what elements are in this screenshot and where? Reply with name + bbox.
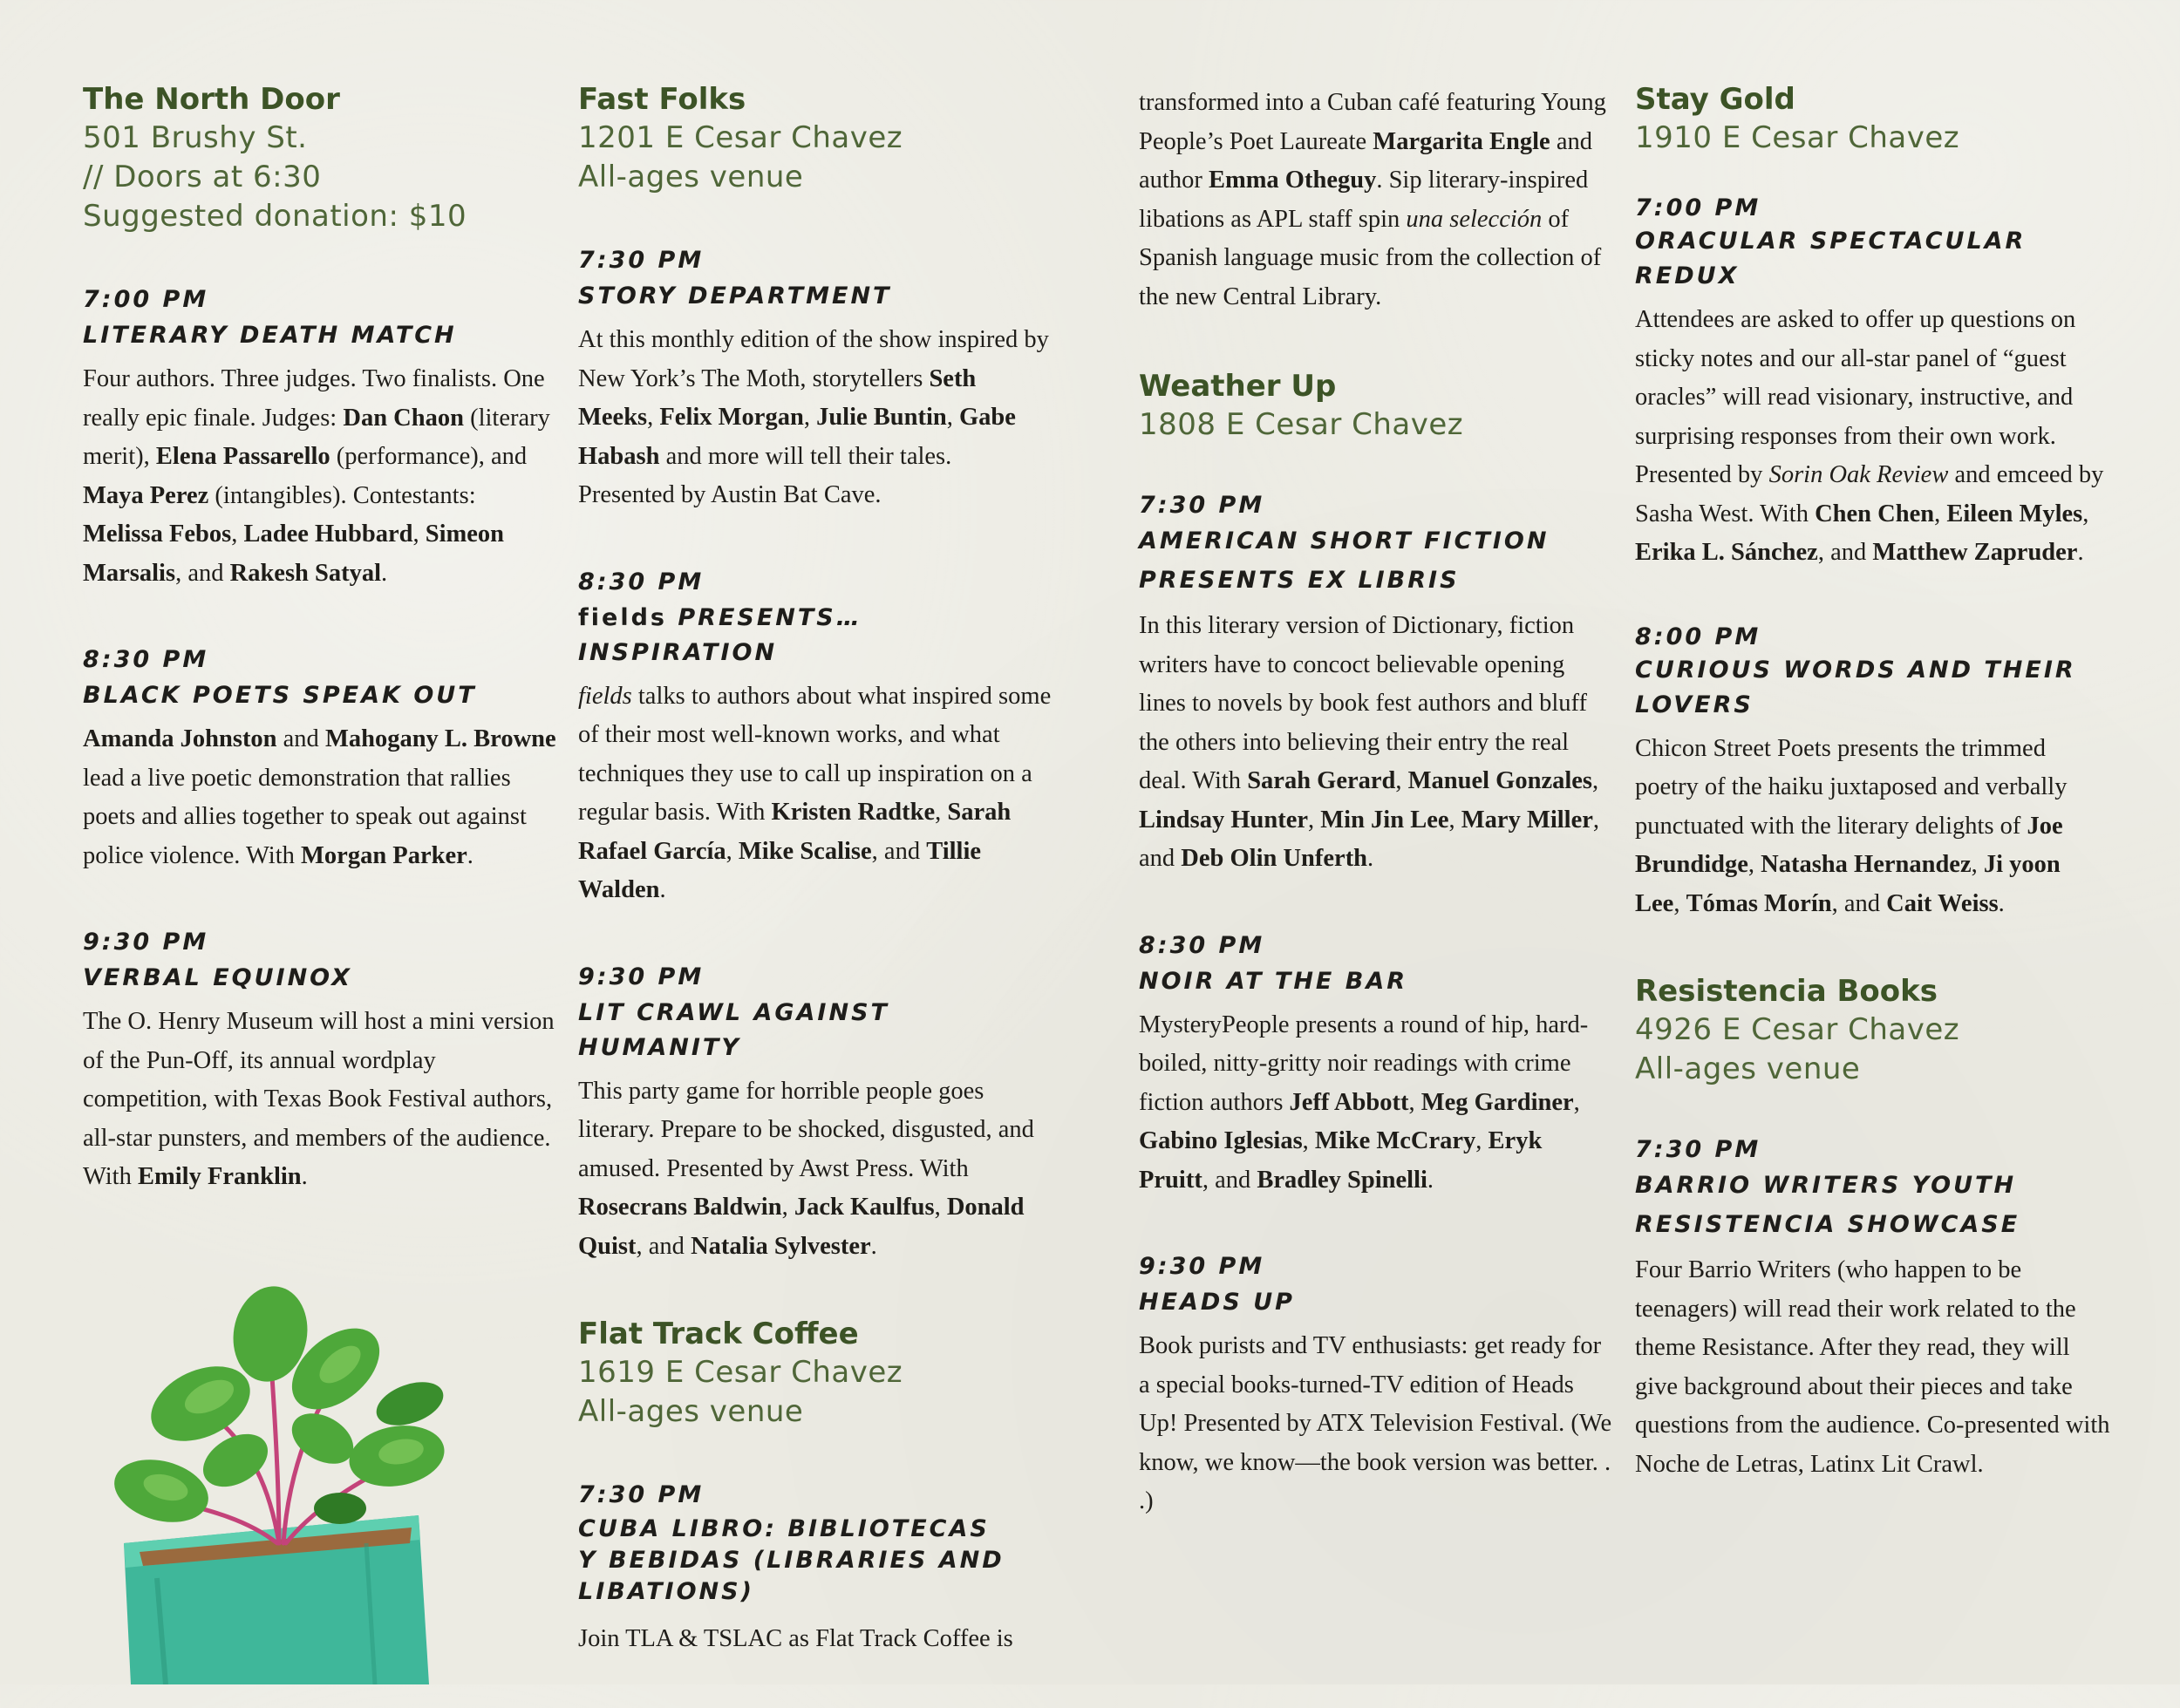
event-title: BLACK POETS SPEAK OUT (83, 682, 477, 709)
event-title: fields PRESENTS…INSPIRATION (578, 603, 862, 666)
event-description: This party game for horrible people goes literary. Prepare to be shocked, disgusted, and amused. Presented by Awst Press. With Rosecrans Baldwin, Jack Kaulfus, Donald Quist, and Natalia Sylvester. (578, 1077, 1034, 1260)
event-time: 8:00 PM (1635, 623, 1761, 650)
event-title: BARRIO WRITERS YOUTH RESISTENCIA SHOWCASE (1635, 1172, 2020, 1238)
venue-address: 1808 E Cesar Chavez (1139, 407, 1464, 442)
event-time: 8:30 PM (1139, 931, 1265, 959)
event-title: LIT CRAWL AGAINST HUMANITY (578, 998, 889, 1061)
column-2 (578, 80, 1053, 1708)
event-time: 9:30 PM (83, 929, 209, 956)
event-fields-presents-inspiration (578, 564, 1053, 910)
event-noir-at-the-bar (1139, 928, 1614, 1201)
venue-stay-gold (1635, 80, 2110, 158)
venue-address: 4926 E Cesar Chavez (1635, 1012, 1960, 1047)
event-time: 8:30 PM (83, 646, 209, 673)
event-time: 7:30 PM (1635, 1136, 1761, 1163)
event-title: AMERICAN SHORT FICTION PRESENTS EX LIBRIS (1139, 527, 1550, 594)
event-description: Four authors. Three judges. Two finalists. One really epic finale. Judges: Dan Chaon (literary merit), Elena Passarello (performance), and Maya Perez (intangibles). Contestants: Melissa Febos, Ladee Hubbard, Simeon Marsalis, and Rakesh Satyal. (83, 365, 550, 587)
event-description: Join TLA & TSLAC as Flat Track Coffee is (578, 1625, 1013, 1652)
event-description: Amanda Johnston and Mahogany L. Browne lead a live poetic demonstration that rallies poets and allies together to speak out against police violence. With Morgan Parker. (83, 725, 556, 869)
event-title: CUBA LIBRO: BIBLIOTECAS Y BEBIDAS (LIBRARIES AND LIBATIONS) (578, 1515, 1005, 1605)
event-black-poets-speak-out (83, 642, 558, 875)
event-title: VERBAL EQUINOX (83, 964, 352, 991)
venue-address: 1910 E Cesar Chavez (1635, 120, 1960, 155)
event-time: 7:30 PM (578, 247, 705, 274)
venue-name: Fast Folks (578, 82, 746, 117)
event-description: The O. Henry Museum will host a mini version of the Pun-Off, its annual wordplay competition, with Texas Book Festival authors, all-star punsters, and members of the audience. With Emily Franklin. (83, 1008, 555, 1190)
venue-fast-folks (578, 80, 1053, 197)
event-description: At this monthly edition of the show inspired by New York’s The Moth, storytellers Seth Meeks, Felix Morgan, Julie Buntin, Gabe Habash and more will tell their tales. Presented by Austin Bat Cave. (578, 326, 1049, 508)
event-barrio-writers (1635, 1134, 2110, 1484)
event-cuba-libro (578, 1477, 1053, 1659)
event-lit-crawl-against-humanity (578, 959, 1053, 1267)
event-verbal-equinox (83, 924, 558, 1197)
event-description: Four Barrio Writers (who happen to be teenagers) will read their work related to the theme Resistance. After they read, they will give background about their pieces and take questions from the audience. Co-presented with Noche de Letras, Latinx Lit Crawl. (1635, 1256, 2110, 1478)
venue-name: Weather Up (1139, 369, 1337, 404)
event-description: Book purists and TV enthusiasts: get ready for a special books-turned-TV edition of Heads Up! Presented by ATX Television Festival. (We know, we know—the book version was better. . .) (1139, 1332, 1612, 1514)
event-american-short-fiction (1139, 490, 1614, 879)
venue-address: 1619 E Cesar Chavez (578, 1355, 903, 1390)
venue-name: Resistencia Books (1635, 974, 1938, 1009)
venue-address: 501 Brushy St. (83, 120, 308, 155)
event-heads-up (1139, 1249, 1614, 1521)
venue-name: The North Door (83, 82, 340, 117)
column-1 (83, 80, 558, 1246)
event-title: ORACULAR SPECTACULAR REDUX (1635, 228, 2027, 289)
event-description: In this literary version of Dictionary, fiction writers have to concoct believable opening lines to novels by book fest authors and bluff the others into believing their entry the real deal. With Sarah Gerard, Manuel Gonzales, Lindsay Hunter, Min Jin Lee, Mary Miller, and Deb Olin Unferth. (1139, 612, 1600, 872)
event-oracular-spectacular-redux (1635, 193, 2110, 573)
event-time: 7:00 PM (1635, 194, 1761, 221)
event-description: Chicon Street Poets presents the trimmed poetry of the haiku juxtaposed and verbally punctuated with the literary delights of Joe Brundidge, Natasha Hernandez, Ji yoon Lee, Tómas Morín, and Cait Weiss. (1635, 734, 2068, 917)
event-description-continued: transformed into a Cuban café featuring Young People’s Poet Laureate Margarita Engle and author Emma Otheguy. Sip literary-inspired libations as APL staff spin una selección of Spanish language music from the collection of the new Central Library. (1139, 89, 1606, 310)
venue-address: 1201 E Cesar Chavez (578, 120, 903, 155)
venue-weather-up (1139, 367, 1614, 445)
event-time: 7:30 PM (578, 1481, 705, 1508)
event-title: CURIOUS WORDS AND THEIR LOVERS (1635, 656, 2076, 718)
event-title: STORY DEPARTMENT (578, 282, 892, 310)
venue-note: All-ages venue (1635, 1051, 1861, 1086)
column-3 (1139, 84, 1614, 1570)
venue-donation: Suggested donation: $10 (83, 199, 467, 234)
venue-note: All-ages venue (578, 1394, 804, 1429)
event-title: HEADS UP (1139, 1289, 1295, 1316)
venue-name: Flat Track Coffee (578, 1317, 859, 1351)
venue-doors: // Doors at 6:30 (83, 160, 322, 194)
event-time: 9:30 PM (1139, 1253, 1265, 1280)
venue-flat-track-coffee (578, 1315, 1053, 1432)
event-time: 7:30 PM (1139, 492, 1265, 519)
event-curious-words-and-their-lovers (1635, 622, 2110, 924)
event-time: 8:30 PM (578, 568, 705, 595)
column-4 (1635, 80, 2110, 1533)
event-story-department (578, 242, 1053, 515)
venue-the-north-door (83, 80, 558, 236)
venue-note: All-ages venue (578, 160, 804, 194)
event-title: NOIR AT THE BAR (1139, 967, 1408, 995)
event-time: 9:30 PM (578, 963, 705, 990)
event-description: Attendees are asked to offer up questions on sticky notes and our all-star panel of “guest oracles” will read visionary, instructive, and surprising responses from their own work. Presented by Sorin Oak Review and emceed by Sasha West. With Chen Chen, Eileen Myles, Erika L. Sánchez, and Matthew Zapruder. (1635, 306, 2104, 566)
venue-resistencia-books (1635, 972, 2110, 1089)
event-description: MysteryPeople presents a round of hip, hard-boiled, nitty-gritty noir readings with crime fiction authors Jeff Abbott, Meg Gardiner, Gabino Iglesias, Mike McCrary, Eryk Pruitt, and Bradley Spinelli. (1139, 1011, 1589, 1194)
event-title: LITERARY DEATH MATCH (83, 322, 457, 349)
event-time: 7:00 PM (83, 286, 209, 313)
event-description: fields talks to authors about what inspired some of their most well-known works, and what techniques they use to call up inspiration on a regular basis. With Kristen Radtke, Sarah Rafael García, Mike Scalise, and Tillie Walden. (578, 682, 1052, 903)
venue-name: Stay Gold (1635, 82, 1795, 117)
potted-plant-illustration (105, 1282, 488, 1684)
event-literary-death-match (83, 282, 558, 593)
